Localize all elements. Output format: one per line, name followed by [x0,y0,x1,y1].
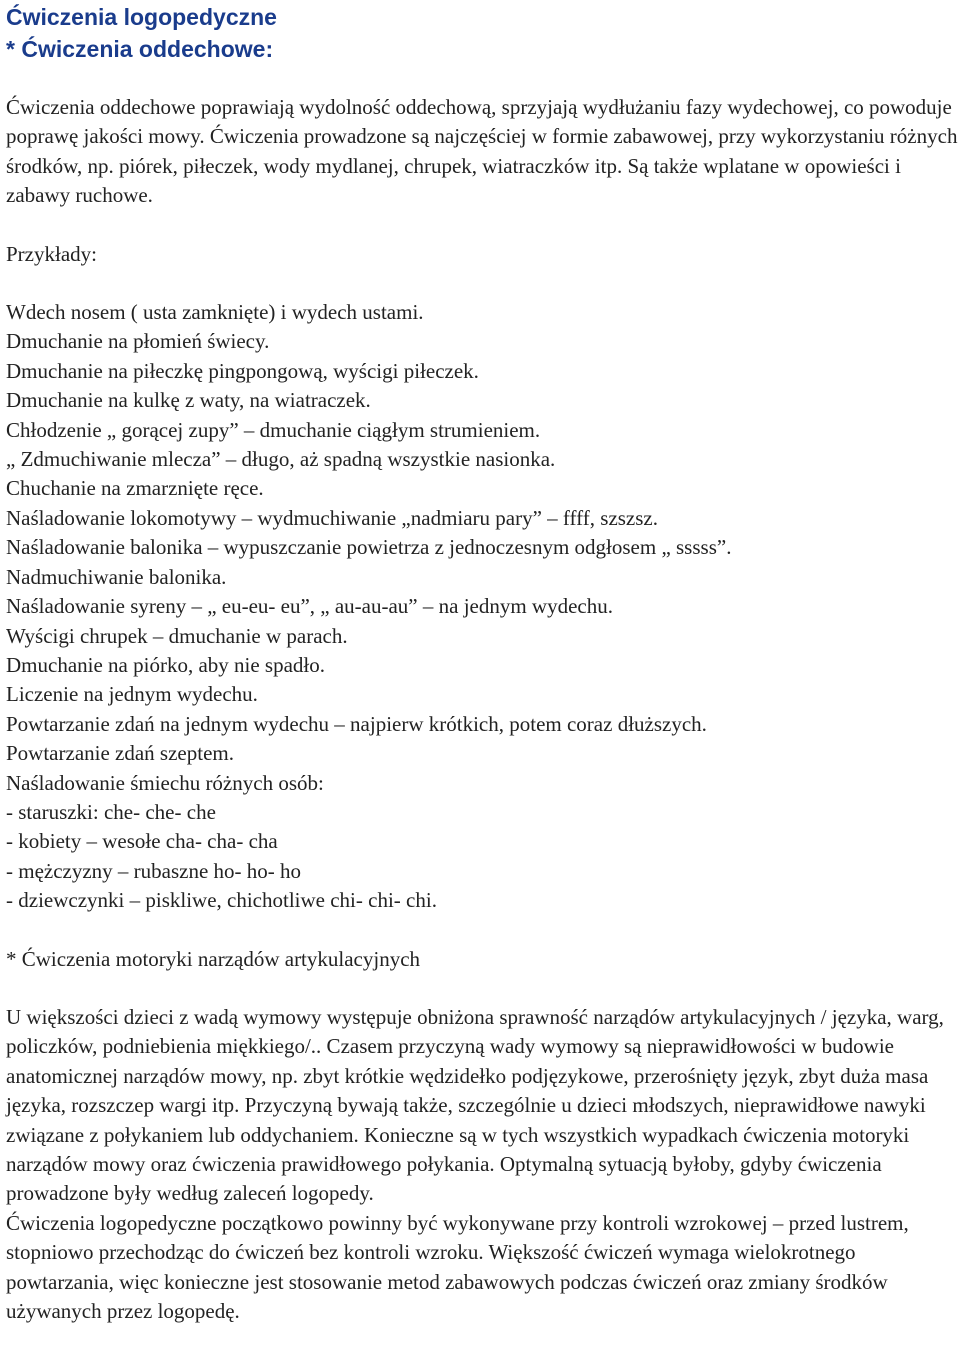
list-item: - dziewczynki – piskliwe, chichotliwe chi- chi- chi. [6,888,437,913]
list-item: Dmuchanie na piłeczkę pingpongową, wyścigi piłeczek. [6,358,479,383]
list-item: Wdech nosem ( usta zamknięte) i wydech ustami. [6,300,424,325]
list-item: Naśladowanie śmiechu różnych osób: [6,770,324,795]
list-item: Wyścigi chrupek – dmuchanie w parach. [6,623,348,648]
spacer [6,64,958,93]
examples-list [6,298,958,916]
list-item: „ Zdmuchiwanie mlecza” – długo, aż spadną wszystkie nasionka. [6,447,556,472]
list-item: - kobiety – wesołe cha- cha- cha [6,829,278,854]
spacer [6,916,958,945]
document-title: Ćwiczenia logopedyczne [6,4,277,30]
document-page [6,0,958,1326]
list-item: Dmuchanie na kulkę z waty, na wiatraczek. [6,388,371,413]
list-item: Chłodzenie „ gorącej zupy” – dmuchanie ciągłym strumieniem. [6,417,541,442]
list-item: - mężczyzny – rubaszne ho- ho- ho [6,858,302,883]
list-item: Dmuchanie na piórko, aby nie spadło. [6,652,325,677]
list-item: Dmuchanie na płomień świecy. [6,329,270,354]
articulation-paragraph-2: Ćwiczenia logopedyczne początkowo powinny być wykonywane przy kontroli wzrokowej – przed lustrem, stopniowo przechodząc do ćwiczeń bez kontroli wzroku. Większość ćwiczeń wymaga wielokrotnego powtarzania, więc konieczne jest stosowanie metod zabawowych podczas ćwiczeń oraz zmiany środków używanych przez logopedę. [6,1210,909,1324]
list-item: Powtarzanie zdań na jednym wydechu – najpierw krótkich, potem coraz dłuższych. [6,711,707,736]
spacer [6,211,958,240]
list-item: Chuchanie na zmarznięte ręce. [6,476,264,501]
examples-label: Przykłady: [6,241,97,266]
list-item: - staruszki: che- che- che [6,799,216,824]
list-item: Naśladowanie balonika – wypuszczanie powietrza z jednoczesnym odgłosem „ sssss”. [6,535,732,560]
section-heading-articulation: * Ćwiczenia motoryki narządów artykulacyjnych [6,946,421,971]
list-item: Naśladowanie syreny – „ eu-eu- eu”, „ au-au-au” – na jednym wydechu. [6,594,613,619]
spacer [6,974,958,1003]
list-item: Nadmuchiwanie balonika. [6,564,227,589]
section-heading-breathing: * Ćwiczenia oddechowe: [6,36,274,62]
list-item: Naśladowanie lokomotywy – wydmuchiwanie „nadmiaru pary” – ffff, szszsz. [6,505,658,530]
articulation-paragraph-1: U większości dzieci z wadą wymowy występuje obniżona sprawność narządów artykulacyjnych / języka, warg, policzków, podniebienia miękkiego/.. Czasem przyczyną wady wymowy są nieprawidłowości w budowie anatomicznej narządów mowy, np. zbyt krótkie wędzidełko podjęzykowe, przerośnięty język, zbyt duża masa języka, rozszczep wargi itp. Przyczyną bywają także, szczególnie u dzieci młodszych, nieprawidłowe nawyki związane z połykaniem lub oddychaniem. Konieczne są w tych wszystkich wypadkach ćwiczenia motoryki narządów mowy oraz ćwiczenia prawidłowego połykania. Optymalną sytuacją byłoby, gdyby ćwiczenia prowadzone były według zaleceń logopedy. [6,1004,944,1206]
list-item: Liczenie na jednym wydechu. [6,682,258,707]
intro-paragraph: Ćwiczenia oddechowe poprawiają wydolność oddechową, sprzyjają wydłużaniu fazy wydechowej, co powoduje poprawę jakości mowy. Ćwiczenia prowadzone są najczęściej w formie zabawowej, przy wykorzystaniu różnych środków, np. piórek, piłeczek, wody mydlanej, chrupek, wiatraczków itp. Są także wplatane w opowieści i zabawy ruchowe. [6,95,958,208]
list-item: Powtarzanie zdań szeptem. [6,741,234,766]
spacer [6,269,958,298]
